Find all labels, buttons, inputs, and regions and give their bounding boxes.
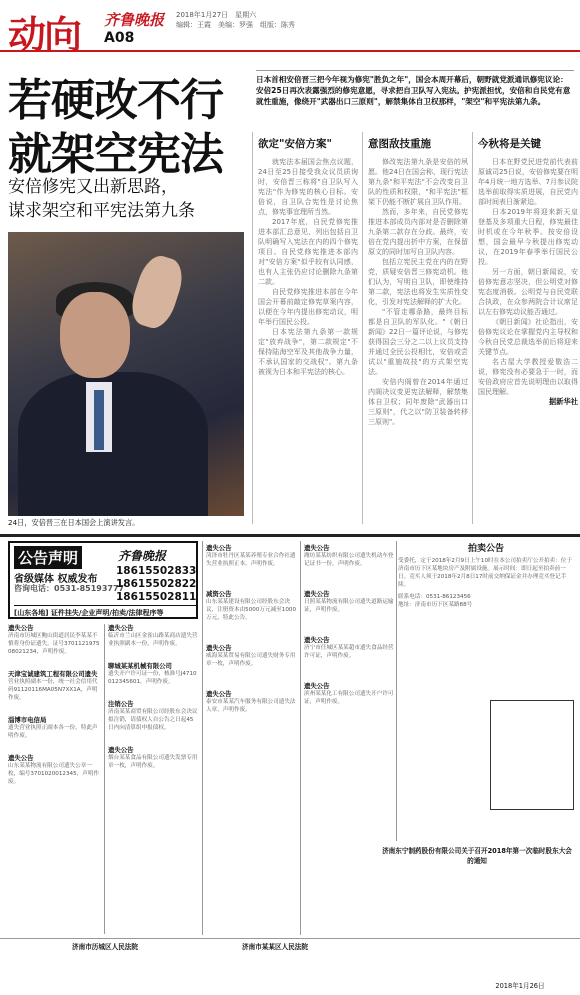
notice-text: 潍坊某某纺织有限公司遗失机动车登记证书一份，声明作废。 <box>304 553 394 567</box>
issue-date: 2018年1月27日 星期六 <box>176 11 257 19</box>
photo-tie <box>94 390 104 450</box>
page-number: A08 <box>104 30 135 46</box>
photo-caption: 24日，安倍晋三在日本国会上演讲发言。 <box>8 518 140 527</box>
notice-item <box>206 690 298 714</box>
paragraph: 修改宪法第九条是安倍的夙愿。他24日在国会称，现行宪法第九条"和平宪法"不会改变自卫队的性质和权限，"和平宪法"框架下仍能不断扩展自卫队作用。 <box>368 158 468 206</box>
notice-item <box>108 700 198 732</box>
notice-item <box>304 682 394 706</box>
section-divider <box>0 534 580 537</box>
paragraph: 然而，多年来，自民党修宪推进本部成员内部对是否删除第九条第二款存在分歧。最终，安倍在党内提出折中方案，在保留原文的同时加写自卫队内容。 <box>368 208 468 256</box>
notice-title: 遗失公告 <box>206 690 232 698</box>
masthead-meta <box>176 10 295 30</box>
headline-line-1: 若硬改不行 <box>8 75 223 126</box>
notice-text: 威海某某贸易有限公司遗失财务专用章一枚，声明作废。 <box>206 653 296 667</box>
ad-phone: 18615502822 <box>116 578 197 590</box>
notice-item <box>206 544 298 568</box>
company-notice-title: 济南东宁制药股份有限公司关于召开2018年第一次临时股东大会的通知 <box>382 847 572 865</box>
notice-title: 注销公告 <box>108 700 134 708</box>
main-headline <box>8 74 223 182</box>
notice-date: 2018年1月26日 <box>495 982 545 990</box>
notice-item <box>206 644 298 668</box>
article-column-2 <box>368 136 468 427</box>
column-heading: 欲定"安倍方案" <box>258 138 332 150</box>
notice-title: 遗失公告 <box>304 590 330 598</box>
notice-item <box>304 590 394 614</box>
paragraph: 自民党修宪推进本部在今年国会开幕前敲定修宪草案内容，以便在今年内提出修宪动议，明年举行国民公投。 <box>258 288 358 326</box>
notice-title: 遗失公告 <box>304 636 330 644</box>
notice-title: 遗失公告 <box>108 746 134 754</box>
notice-ad-box <box>8 541 198 619</box>
notice-title: 减资公告 <box>206 590 232 598</box>
auction-item: 联系电话：0531-86123456 <box>398 594 471 600</box>
ad-tagline: 省级媒体 权威发布 <box>14 574 98 585</box>
notice-text: 山东某某物流有限公司遗失公章一枚，编号3701020012345，声明作废。 <box>8 763 100 785</box>
notice-frame <box>490 700 574 810</box>
notice-text: 日照某某物流有限公司遗失道路运输证，声明作废。 <box>304 599 394 613</box>
column-rule <box>252 132 253 524</box>
notice-text: 遗失营业执照正副本各一份，特此声明作废。 <box>8 725 98 739</box>
paragraph: "不管走哪条路，最终目标都是自卫队的军队化。"《朝日新闻》22日一篇评论说，与修宪获得国会三分之二以上议员支持并通过全民公投相比，安倍或尝试以"重施故技"的方式架空宪法。 <box>368 308 468 376</box>
auction-item: 地址：济南市历下区某路88号 <box>398 602 473 608</box>
ad-paper-logo: 齐鲁晚报 <box>118 549 167 563</box>
lead-paragraph: 日本首相安倍晋三把今年视为修宪"胜负之年"，国会本周开幕后，朝野就党派通讯修宪议论：安倍25日再次表露强烈的修宪意愿，寻求把自卫队写入宪法。护宪派担忧，安倍和自民党有意就性重施，像绕开"武器出口三原则"，解禁集体自卫权那样，"架空"和平宪法第九条。 <box>256 70 574 107</box>
court-notice-title: 济南市某某区人民法院 <box>242 943 308 951</box>
auction-body: 受委托，定于2018年2月9日上午10时在本公司拍卖厅公开拍卖：位于济南市历下区某地块房产及附属设施。展示时间：即日起至拍卖前一日。竞买人须于2018年2月8日17时前交纳保证金并办理竞买登记手续。 <box>398 558 572 588</box>
notice-rule <box>202 541 203 935</box>
notice-title: 淄博市电信局 <box>8 716 47 724</box>
notice-column-3 <box>206 544 298 714</box>
court-notice-title: 济南市历城区人民法院 <box>72 943 138 951</box>
notice-text: 泰安市某某汽车服务有限公司遗失法人章，声明作废。 <box>206 699 296 713</box>
notice-title: 遗失公告 <box>206 544 232 552</box>
notice-item <box>8 670 100 702</box>
notice-text: 山东某某建设有限公司经股东会决议，注册资本由5000万元减至1000万元，特此公告。 <box>206 599 297 621</box>
paper-logo: 齐鲁晚报 <box>104 11 165 29</box>
notice-title: 遗失公告 <box>304 544 330 552</box>
notice-text: 济南某某商贸有限公司经股东会决议拟注销，请债权人自公告之日起45日内向清算组申报债权。 <box>108 709 198 731</box>
paragraph: 包括立宪民主党在内的在野党，质疑安倍晋三修宪动机。他们认为，写明自卫队，即使维持第二款，宪法也将发生实质性变化，引发对宪法解释的扩大化。 <box>368 258 468 306</box>
column-heading: 今秋将是关键 <box>478 138 541 150</box>
notice-title: 遗失公告 <box>206 644 232 652</box>
photo-face <box>60 292 130 378</box>
paragraph: 日本宪法第九条第一款规定"放弃战争"，第二款规定"不保持陆海空军及其他战争力量，不承认国家的交战权"。第九条被视为日本和平宪法的核心。 <box>258 328 358 376</box>
ad-phone: 18615502811 <box>116 591 197 603</box>
auction-notice <box>398 541 574 609</box>
notice-title: 遗失公告 <box>108 624 134 632</box>
notice-text: 菏泽市牡丹区某某养殖专业合作社遗失营业执照正本，声明作废。 <box>206 553 296 567</box>
ad-title: 公告声明 <box>14 546 82 569</box>
notice-rule <box>396 541 397 841</box>
notice-item <box>8 754 100 786</box>
article-column-3 <box>478 136 578 407</box>
notice-item <box>108 746 198 770</box>
paragraph: 就宪法本届国会焦点议题，24日至25日接受我众议员质询时，安倍晋三称将"自卫队写入宪法"作为修宪的核心目标。安倍说，自卫队合宪性是讨论焦点，修宪事宜理所当然。 <box>258 158 358 216</box>
notice-title: 遗失公告 <box>8 624 34 632</box>
notice-rule <box>300 541 301 935</box>
section-title: 动向 <box>8 12 81 57</box>
notice-item <box>108 624 198 648</box>
column-rule <box>472 132 473 524</box>
notice-column-1 <box>8 624 100 786</box>
column-rule <box>362 132 363 524</box>
paragraph: 日本在野党民进党前代表前原诚司25日说，安倍修宪要在明年4月统一地方选举、7月参议院选举前取得实质进展，自民党内部时间表日渐紧迫。 <box>478 158 578 206</box>
ad-scope: [山东各地] 证件挂失/企业声明/拍卖/法律程序等 <box>14 605 196 618</box>
news-photo <box>8 232 244 516</box>
notice-item <box>108 662 198 686</box>
notice-text: 济宁市任城区某某超市遗失食品经营许可证，声明作废。 <box>304 645 394 659</box>
paragraph: 日本2019年将迎来新天皇登基及多项重大日程，修宪最佳时机或在今年秋季。按安倍设想，国会最早今秋提出修宪动议，在2019年春季举行国民公投。 <box>478 208 578 266</box>
paragraph: 另一方面，朝日新闻说，安倍修宪意志坚决，但公明党对修宪态度消极。公明党与自民党联合执政，在众参两院合计议席足以左右修宪动议能否通过。 <box>478 268 578 316</box>
paragraph: 安倍内阁曾在2014年通过内阁决议变更宪法解释，解禁集体自卫权；同年废除"武器出口三原则"，代之以"防卫装备转移三原则"。 <box>368 378 468 426</box>
headline-line-2: 就架空宪法 <box>8 129 223 180</box>
notice-text: 济南市历城区鲍山街道居民李某某不慎将身份证遗失，证号370112197508021234，声明作废。 <box>8 633 100 655</box>
bottom-rule <box>0 938 580 939</box>
notice-text: 遗失开户许可证一份，核准号J4710012345601，声明作废。 <box>108 671 197 685</box>
paragraph: 2017年底，自民党修宪推进本部汇总意见，列出包括自卫队明确写入宪法在内的四个修宪项目。自民党修宪推进本部内对"安倍方案"似乎较有认同感，也有人主张仍应讨论删除九条第二款。 <box>258 218 358 286</box>
notice-title: 遗失公告 <box>304 682 330 690</box>
subhead-line-2: 谋求架空和平宪法第九条 <box>8 201 195 221</box>
notice-rule <box>104 624 105 934</box>
sub-headline <box>8 175 243 223</box>
photo-suit <box>18 372 208 516</box>
notice-item <box>304 544 394 568</box>
notice-column-2 <box>108 624 198 770</box>
masthead <box>0 0 580 57</box>
notice-item <box>8 624 100 656</box>
staff-credits: 编辑：王霞 美编：罗强 组版：陈秀 <box>176 21 295 29</box>
ad-hotline: 咨询电话：0531-85193777 <box>14 584 125 593</box>
auction-title: 拍卖公告 <box>467 544 504 554</box>
notice-item <box>8 716 100 740</box>
column-heading: 意图敌技重施 <box>368 138 431 150</box>
article-column-1 <box>258 136 358 377</box>
notice-text: 滨州某某化工有限公司遗失开户许可证，声明作废。 <box>304 691 394 705</box>
paragraph: 名古屋大学教授爱敬浩二说，修宪没有必要急于一时，而安倍政府应首先说明理由以取得国民理解。 <box>478 358 578 396</box>
subhead-line-1: 安倍修宪又出新思路， <box>8 177 178 197</box>
byline: 据新华社 <box>548 397 578 406</box>
paragraph: 《朝日新闻》社论指出，安倍修宪议论在掌握党内主导权和今秋自民党总裁选举前后将迎来关键节点。 <box>478 318 578 356</box>
photo-raised-hand <box>126 251 188 332</box>
notice-item <box>304 636 394 660</box>
ad-phone: 18615502833 <box>116 565 197 577</box>
notice-title: 天津宝诚建筑工程有限公司遗失 <box>8 670 98 678</box>
notice-column-4 <box>304 544 394 706</box>
notice-text: 营业执照副本一份，统一社会信用代码91120116MA05N7XX1A，声明作废。 <box>8 679 98 701</box>
notice-title: 遗失公告 <box>8 754 34 762</box>
notice-title: 聊城某某机械有限公司 <box>108 662 172 670</box>
notice-item <box>206 590 298 622</box>
notice-text: 临沂市兰山区金雀山路某商店遗失营业执照副本一份，声明作废。 <box>108 633 198 647</box>
notice-text: 烟台某某食品有限公司遗失发票专用章一枚，声明作废。 <box>108 755 198 769</box>
